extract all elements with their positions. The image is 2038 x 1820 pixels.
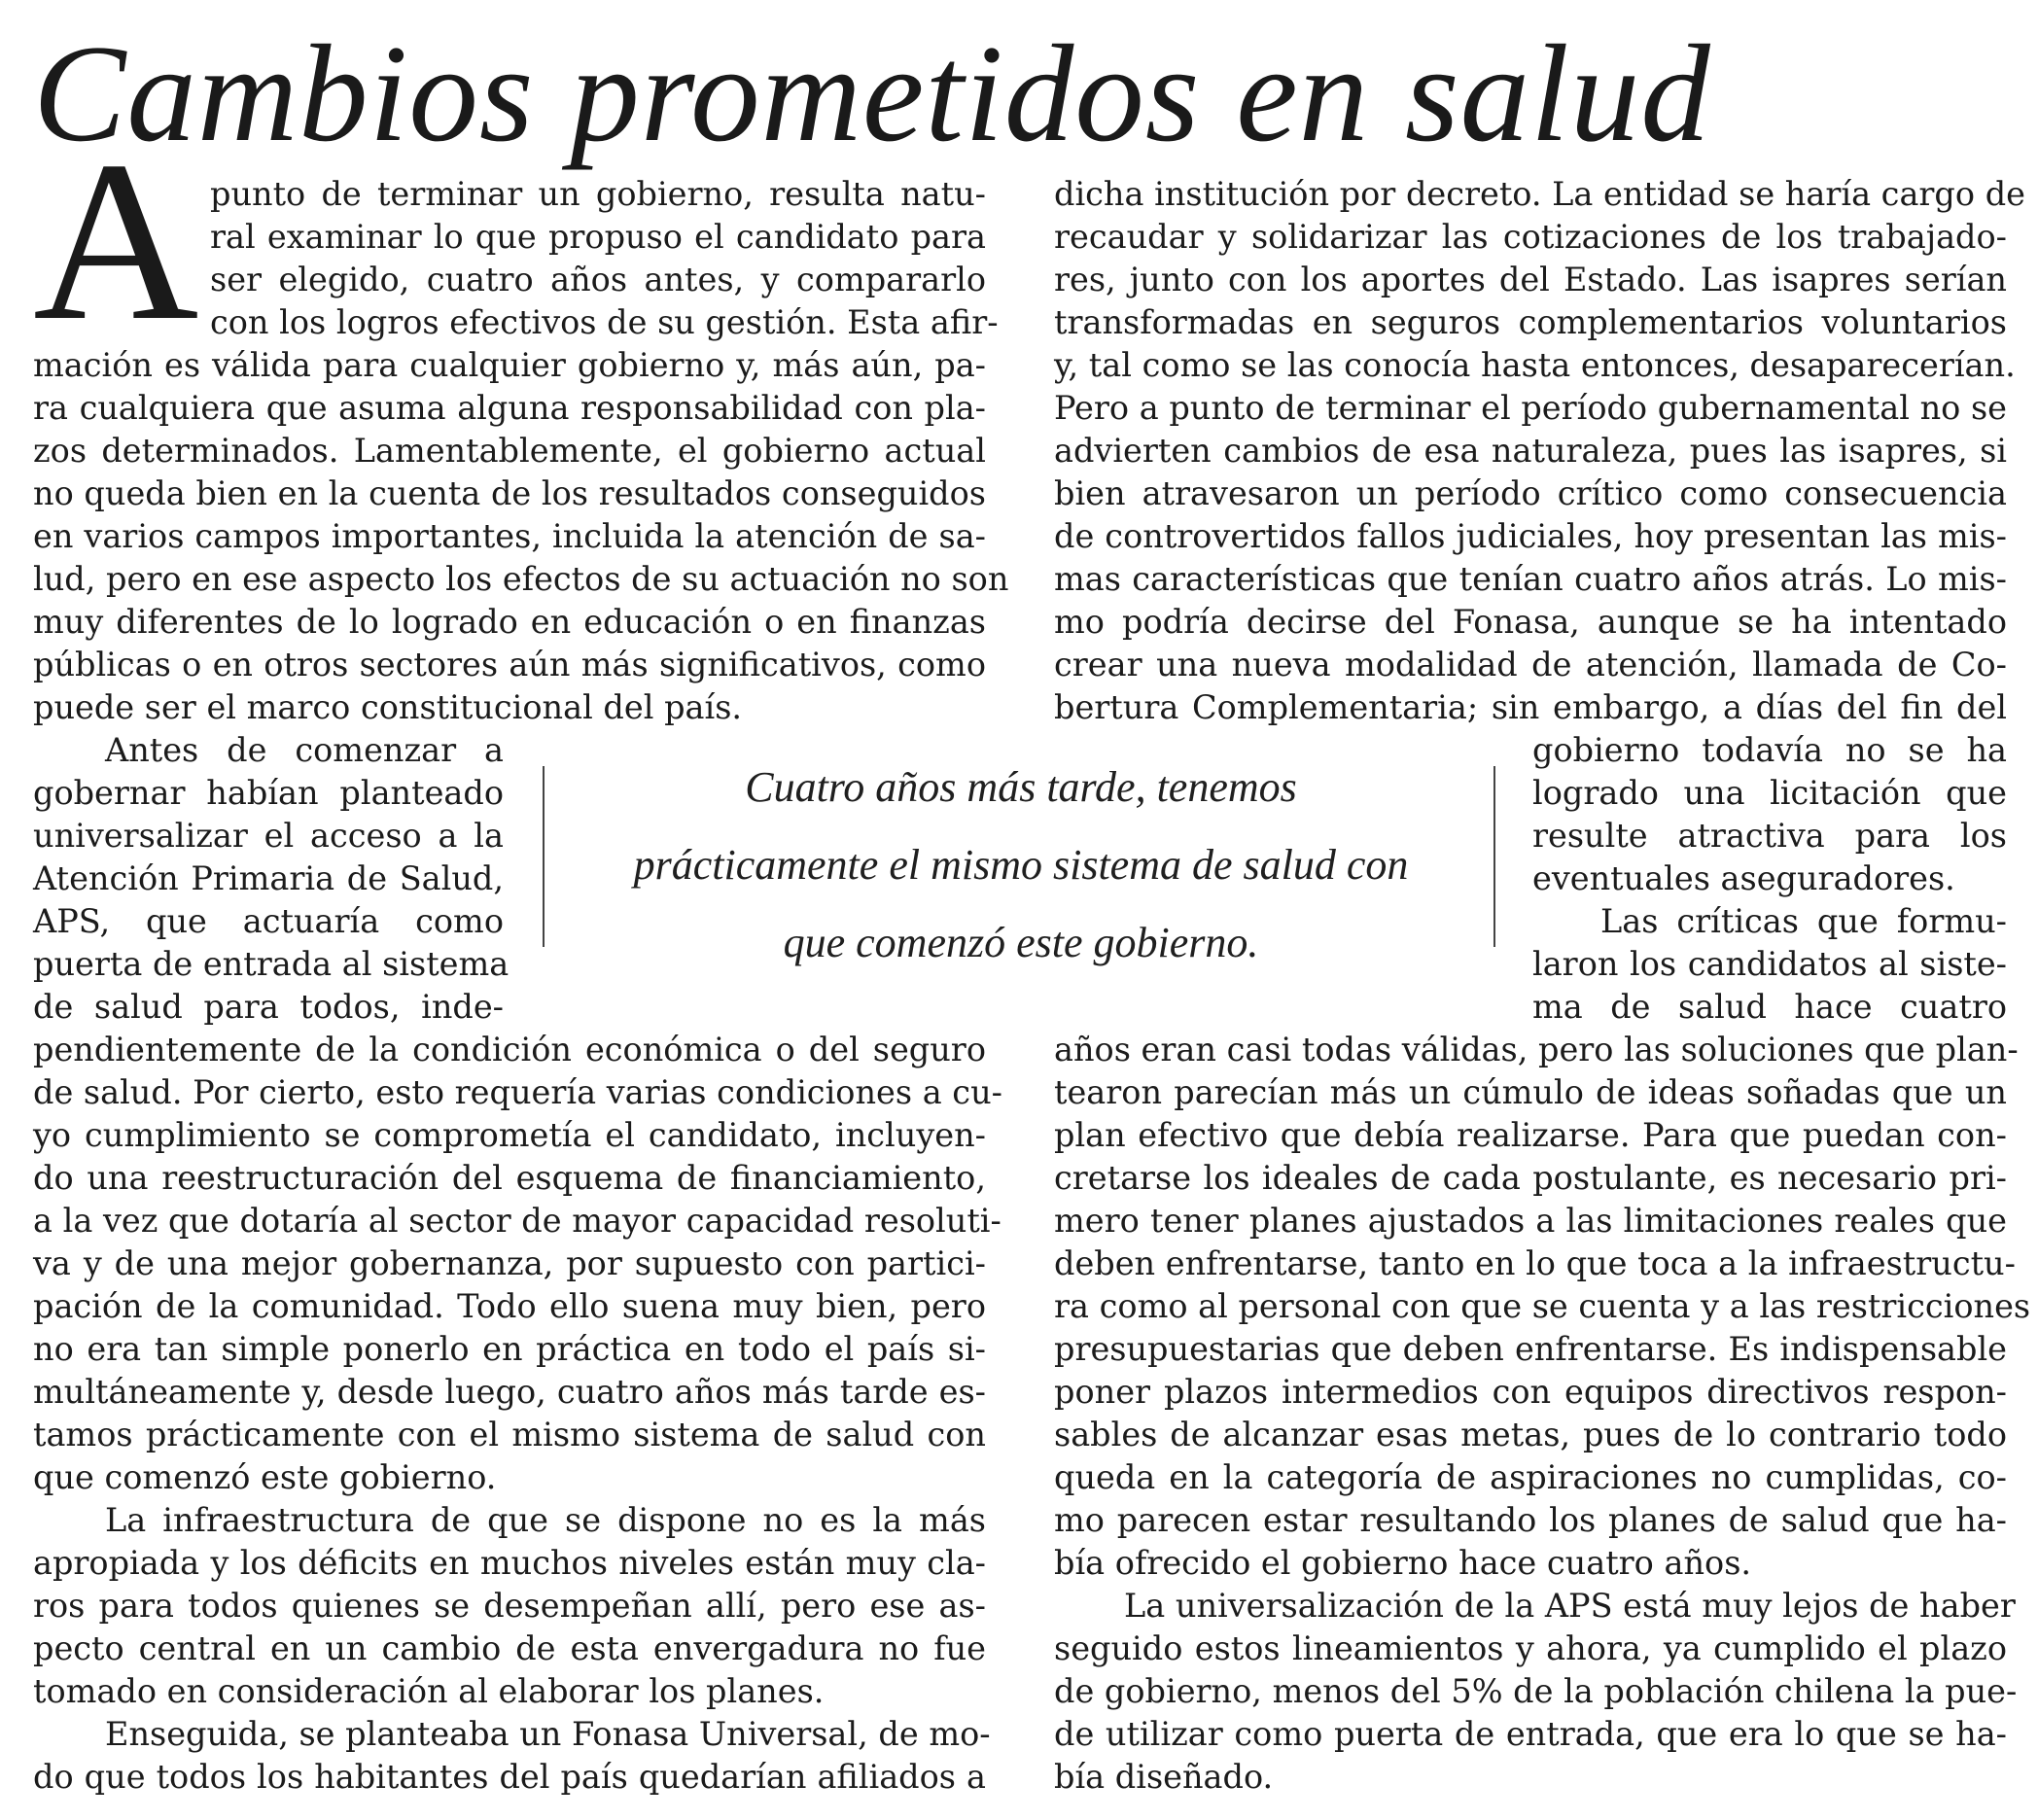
- right-column-line: resulte atractiva para los: [1532, 817, 2007, 855]
- left-column-line: do una reestructuración del esquema de financiamiento,: [33, 1159, 986, 1197]
- right-column-line: de gobierno, menos del 5% de la población chilena la pue-: [1054, 1672, 2018, 1710]
- left-column-line: a la vez que dotaría al sector de mayor capacidad resoluti-: [33, 1202, 1001, 1240]
- left-column-line: ros para todos quienes se desempeñan allí, pero ese as-: [33, 1587, 986, 1625]
- left-column-line: tamos prácticamente con el mismo sistema de salud con: [33, 1416, 986, 1453]
- left-column-line: do que todos los habitantes del país quedarían afiliados a: [33, 1758, 986, 1796]
- pull-quote-line: Cuatro años más tarde, tenemos: [745, 763, 1297, 811]
- right-column-line: gobierno todavía no se ha: [1532, 731, 2007, 769]
- drop-cap: A: [33, 115, 199, 368]
- left-column-line: multáneamente y, desde luego, cuatro años más tarde es-: [33, 1373, 986, 1411]
- left-column-line: muy diferentes de lo logrado en educación o en finanzas: [33, 603, 986, 641]
- right-column-line: ma de salud hace cuatro: [1532, 988, 2007, 1026]
- left-column-line: en varios campos importantes, incluida la atención de sa-: [33, 517, 986, 555]
- pull-quote-line: que comenzó este gobierno.: [783, 919, 1259, 966]
- right-column-line: logrado una licitación que: [1532, 774, 2007, 812]
- left-column-line: no era tan simple ponerlo en práctica en todo el país si-: [33, 1330, 986, 1368]
- left-column-line: Enseguida, se planteaba un Fonasa Universal, de mo-: [105, 1715, 991, 1753]
- left-column-line: pación de la comunidad. Todo ello suena muy bien, pero: [33, 1287, 986, 1325]
- left-column-line: universalizar el acceso a la: [33, 817, 504, 855]
- left-column-line: con los logros efectivos de su gestión. Esta afir-: [210, 303, 999, 341]
- right-column-line: mero tener planes ajustados a las limitaciones reales que: [1054, 1202, 2007, 1240]
- article-title: Cambios prometidos en salud: [33, 17, 1711, 170]
- right-column-line: La universalización de la APS está muy lejos de haber: [1124, 1587, 2016, 1625]
- right-column-line: mo parecen estar resultando los planes de salud que ha-: [1054, 1501, 2007, 1539]
- left-column-line: apropiada y los déficits en muchos niveles están muy cla-: [33, 1544, 986, 1582]
- right-column-line: ra como al personal con que se cuenta y a las restricciones: [1054, 1287, 2031, 1325]
- right-column-line: res, junto con los aportes del Estado. Las isapres serían: [1054, 261, 2007, 298]
- right-column-line: bía ofrecido el gobierno hace cuatro años.: [1054, 1544, 1752, 1582]
- pull-quote-line: prácticamente el mismo sistema de salud con: [633, 841, 1409, 889]
- left-column-line: va y de una mejor gobernanza, por supuesto con partici-: [33, 1244, 986, 1282]
- left-column-line: públicas o en otros sectores aún más significativos, como: [33, 646, 986, 683]
- left-column-line: tomado en consideración al elaborar los planes.: [33, 1672, 825, 1710]
- left-column-line: ral examinar lo que propuso el candidato para: [210, 218, 986, 256]
- right-column-line: cretarse los ideales de cada postulante, es necesario pri-: [1054, 1159, 2007, 1197]
- right-column-line: laron los candidatos al siste-: [1532, 945, 2007, 983]
- right-column-line: crear una nueva modalidad de atención, llamada de Co-: [1054, 646, 2007, 683]
- left-column-line: punto de terminar un gobierno, resulta natu-: [210, 175, 986, 213]
- right-column-line: queda en la categoría de aspiraciones no cumplidas, co-: [1054, 1458, 2007, 1496]
- left-column-line: pecto central en un cambio de esta envergadura no fue: [33, 1629, 986, 1667]
- right-column-line: bien atravesaron un período crítico como consecuencia: [1054, 474, 2007, 512]
- left-column-line: de salud para todos, inde-: [33, 988, 504, 1026]
- right-column-line: sables de alcanzar esas metas, pues de lo contrario todo: [1054, 1416, 2007, 1453]
- left-column-line: no queda bien en la cuenta de los resultados conseguidos: [33, 474, 986, 512]
- left-column-line: Antes de comenzar a: [105, 731, 504, 769]
- right-column-line: plan efectivo que debía realizarse. Para que puedan con-: [1054, 1116, 2007, 1154]
- left-column-line: de salud. Por cierto, esto requería varias condiciones a cu-: [33, 1073, 1002, 1111]
- left-column-line: La infraestructura de que se dispone no es la más: [105, 1501, 986, 1539]
- left-column-line: que comenzó este gobierno.: [33, 1458, 497, 1496]
- right-column-line: presupuestarias que deben enfrentarse. Es indispensable: [1054, 1330, 2007, 1368]
- left-column-line: yo cumplimiento se comprometía el candidato, incluyen-: [33, 1116, 986, 1154]
- right-column-line: Las críticas que formu-: [1600, 902, 2007, 940]
- pull-quote: [545, 749, 1497, 972]
- left-column-line: pendientemente de la condición económica o del seguro: [33, 1031, 986, 1068]
- right-column-line: mas características que tenían cuatro años atrás. Lo mis-: [1054, 560, 2007, 598]
- right-column-line: bía diseñado.: [1054, 1758, 1274, 1796]
- left-column-line: puede ser el marco constitucional del país.: [33, 688, 743, 726]
- left-column-line: APS, que actuaría como: [33, 902, 504, 940]
- right-column-line: años eran casi todas válidas, pero las soluciones que plan-: [1054, 1031, 2019, 1068]
- left-column-line: mación es válida para cualquier gobierno y, más aún, pa-: [33, 346, 986, 384]
- right-column-line: deben enfrentarse, tanto en lo que toca a la infraestructu-: [1054, 1244, 2016, 1282]
- right-column-line: de controvertidos fallos judiciales, hoy presentan las mis-: [1054, 517, 2007, 555]
- left-column-line: lud, pero en ese aspecto los efectos de su actuación no son: [33, 560, 1009, 598]
- left-column-line: ser elegido, cuatro años antes, y compararlo: [210, 261, 986, 298]
- right-column-line: dicha institución por decreto. La entidad se haría cargo de: [1054, 175, 2025, 213]
- right-column-line: bertura Complementaria; sin embargo, a días del fin del: [1054, 688, 2007, 726]
- left-column-line: zos determinados. Lamentablemente, el gobierno actual: [33, 432, 986, 470]
- right-column-line: tearon parecían más un cúmulo de ideas soñadas que un: [1054, 1073, 2007, 1111]
- left-column-line: ra cualquiera que asuma alguna responsabilidad con pla-: [33, 389, 986, 427]
- right-column-line: transformadas en seguros complementarios voluntarios: [1054, 303, 2007, 341]
- right-column-line: mo podría decirse del Fonasa, aunque se ha intentado: [1054, 603, 2007, 641]
- left-column-line: gobernar habían planteado: [33, 774, 504, 812]
- right-column-line: advierten cambios de esa naturaleza, pues las isapres, si: [1054, 432, 2007, 470]
- left-column-line: puerta de entrada al sistema: [33, 945, 510, 983]
- right-column-line: y, tal como se las conocía hasta entonces, desaparecerían.: [1054, 346, 2016, 384]
- right-column-line: Pero a punto de terminar el período gubernamental no se: [1054, 389, 2007, 427]
- right-column-line: poner plazos intermedios con equipos directivos respon-: [1054, 1373, 2007, 1411]
- left-column-line: Atención Primaria de Salud,: [33, 859, 504, 897]
- right-column-line: recaudar y solidarizar las cotizaciones de los trabajado-: [1054, 218, 2007, 256]
- right-column-line: eventuales aseguradores.: [1532, 859, 1955, 897]
- right-column-line: seguido estos lineamientos y ahora, ya cumplido el plazo: [1054, 1629, 2007, 1667]
- right-column-line: de utilizar como puerta de entrada, que era lo que se ha-: [1054, 1715, 2007, 1753]
